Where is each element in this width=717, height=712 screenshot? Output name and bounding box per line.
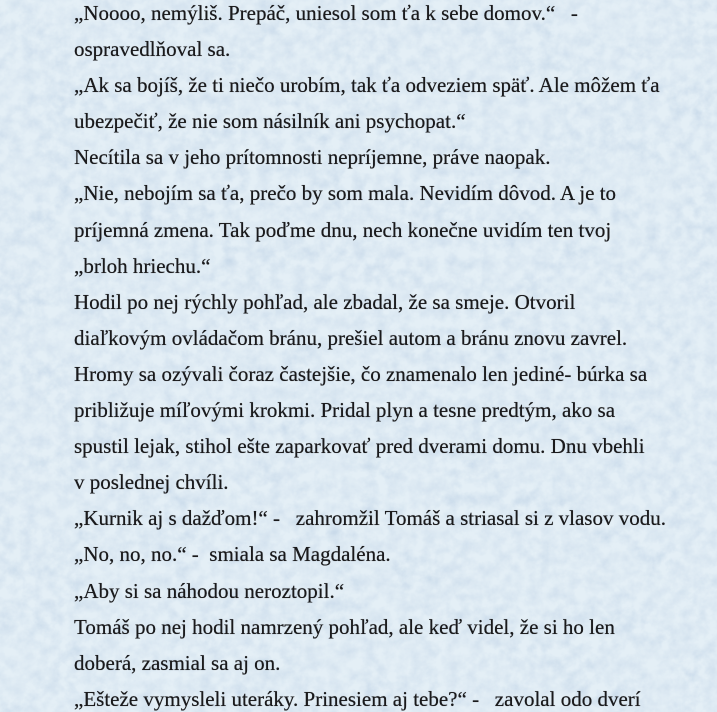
- text-line: približuje míľovými krokmi. Pridal plyn a tesne predtým, ako sa: [74, 398, 616, 423]
- text-line: „No, no, no.“ - smiala sa Magdaléna.: [74, 542, 391, 567]
- text-line: „Noooo, nemýliš. Prepáč, uniesol som ťa k sebe domov.“ -: [74, 1, 578, 25]
- text-line: „Aby si sa náhodou neroztopil.“: [74, 578, 345, 603]
- text-line: Necítila sa v jeho prítomnosti nepríjemne, práve naopak.: [74, 145, 551, 170]
- text-line: diaľkovým ovládačom bránu, prešiel autom a bránu znovu zavrel.: [74, 325, 628, 350]
- text-line: príjemná zmena. Tak poďme dnu, nech konečne uvidím ten tvoj: [74, 217, 612, 242]
- text-line: „Kurnik aj s dažďom!“ - zahromžil Tomáš a striasal si z vlasov vodu.: [74, 506, 666, 531]
- text-line: Hromy sa ozývali čoraz častejšie, čo znamenalo len jediné- búrka sa: [74, 361, 648, 386]
- text-line: v poslednej chvíli.: [74, 470, 229, 495]
- text-line: spustil lejak, stihol ešte zaparkovať pred dverami domu. Dnu vbehli: [74, 434, 645, 459]
- text-line: ospravedlňoval sa.: [74, 37, 231, 62]
- text-line: „Ak sa bojíš, že ti niečo urobím, tak ťa odveziem späť. Ale môžem ťa: [74, 73, 660, 98]
- text-line: ubezpečiť, že nie som násilník ani psychopat.“: [74, 109, 466, 134]
- text-block: [74, 0, 666, 712]
- text-line: Hodil po nej rýchly pohľad, ale zbadal, že sa smeje. Otvoril: [74, 289, 576, 314]
- text-line: doberá, zasmial sa aj on.: [74, 650, 281, 675]
- text-line: „Ešteže vymysleli uteráky. Prinesiem aj tebe?“ - zavolal odo dverí: [74, 686, 641, 711]
- text-line: „brloh hriechu.“: [74, 253, 211, 278]
- text-line: Tomáš po nej hodil namrzený pohľad, ale keď videl, že si ho len: [74, 614, 615, 639]
- text-line: „Nie, nebojím sa ťa, prečo by som mala. Nevidím dôvod. A je to: [74, 181, 617, 206]
